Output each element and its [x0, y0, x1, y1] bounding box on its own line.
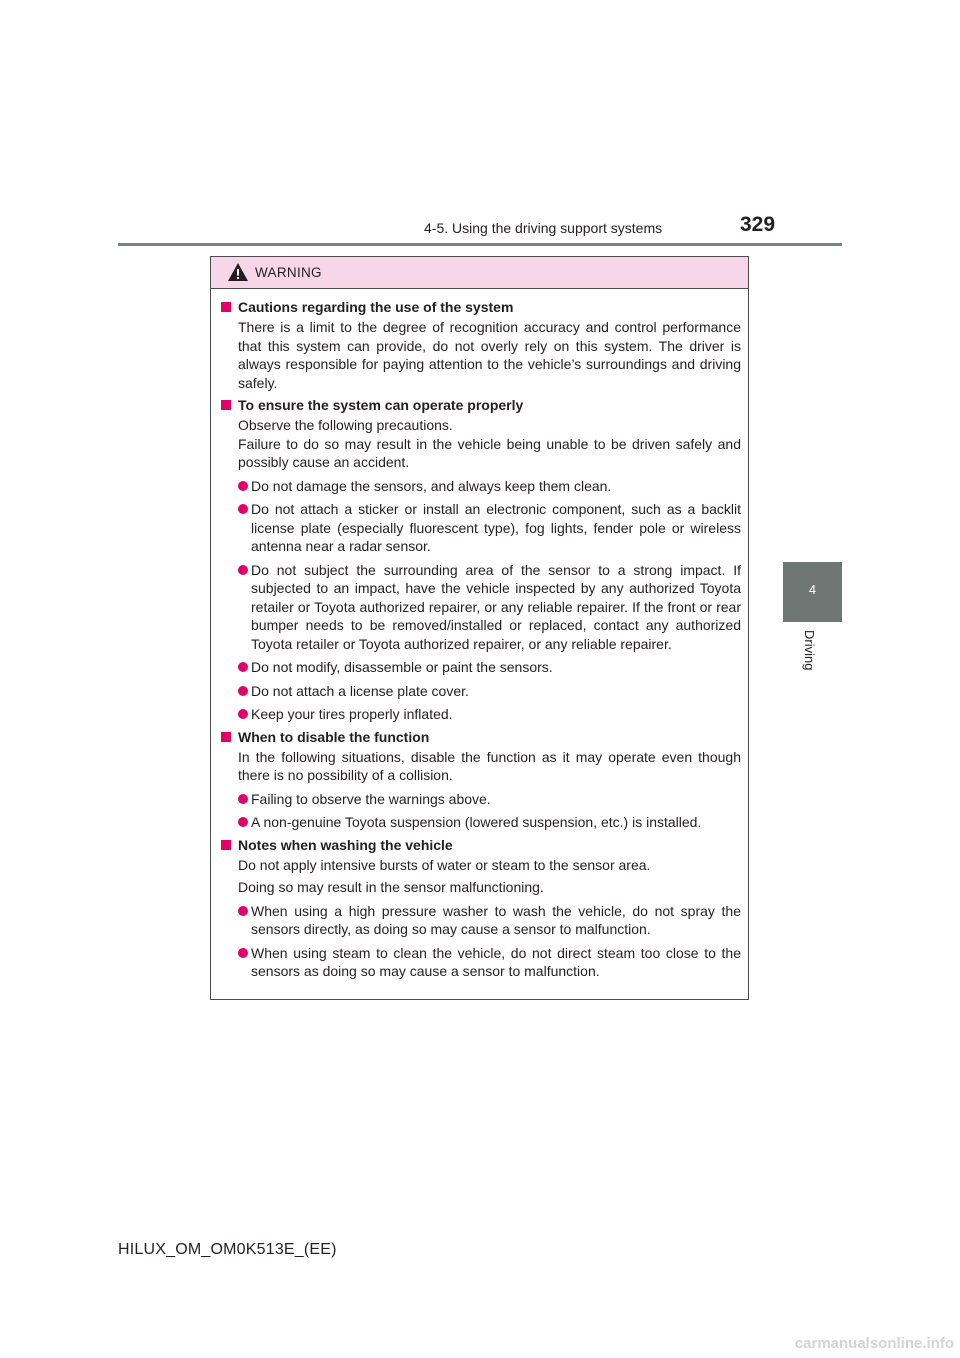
- washing-text-1: Do not apply intensive bursts of water or steam to the sensor area.: [238, 856, 651, 873]
- warning-triangle-icon: [227, 262, 249, 282]
- operate-text-1: Observe the following precautions.: [238, 417, 453, 433]
- list-item: Keep your tires properly inflated.: [238, 705, 741, 724]
- operate-text-2: Failure to do so may result in the vehicle being unable to be driven safely and possibly cause an accident.: [238, 435, 741, 470]
- list-item: Do not damage the sensors, and always keep them clean.: [238, 477, 741, 496]
- warning-header: [211, 257, 748, 289]
- document-code: HILUX_OM_OM0K513E_(EE): [118, 1241, 337, 1258]
- page-number: 329: [740, 213, 776, 236]
- disable-text: In the following situations, disable the function as it may operate even though there is no possibility of a collision.: [238, 748, 741, 783]
- list-item: A non-genuine Toyota suspension (lowered suspension, etc.) is installed.: [238, 813, 741, 832]
- list-item: Do not subject the surrounding area of the sensor to a strong impact. If subjected to an impact, have the vehicle inspected by any authorized Toyota retailer or Toyota authorized repairer, or any reliable repairer. If the front or rear bumper needs to be removed/installed or replaced, contact any authorized Toyota retailer or Toyota authorized repairer, or any reliable repairer.: [238, 561, 741, 654]
- section-heading-operate: To ensure the system can operate properly: [220, 396, 741, 414]
- chapter-tab: [783, 562, 842, 622]
- list-item: Do not modify, disassemble or paint the sensors.: [238, 658, 741, 677]
- watermark: carmanualsonline.info: [794, 1335, 954, 1352]
- list-item: Failing to observe the warnings above.: [238, 790, 741, 809]
- list-item: When using a high pressure washer to wash the vehicle, do not spray the sensors directly, as doing so may cause a sensor to malfunction.: [238, 902, 741, 939]
- cautions-text: There is a limit to the degree of recognition accuracy and control performance that this system can provide, do not overly rely on this system. The driver is always responsible for paying attention to the vehicle’s surroundings and driving safely.: [238, 319, 741, 391]
- chapter-number: 4: [808, 582, 817, 597]
- warning-title: WARNING: [255, 265, 322, 280]
- washing-text-2: Doing so may result in the sensor malfunctioning.: [238, 879, 544, 895]
- warning-box: [210, 256, 749, 1000]
- section-heading-cautions: Cautions regarding the use of the system: [220, 298, 741, 316]
- section-heading-washing: Notes when washing the vehicle: [220, 836, 741, 854]
- header-rule: [118, 243, 842, 246]
- list-item: Do not attach a license plate cover.: [238, 682, 741, 701]
- header-section-title: 4-5. Using the driving support systems: [424, 220, 663, 236]
- list-item: Do not attach a sticker or install an electronic component, such as a backlit license plate (especially fluorescent type), fog lights, fender pole or wireless antenna near a radar sensor.: [238, 500, 741, 556]
- list-item: When using steam to clean the vehicle, do not direct steam too close to the sensors as doing so may cause a sensor to malfunction.: [238, 944, 741, 981]
- warning-body: [220, 298, 741, 985]
- section-heading-disable: When to disable the function: [220, 728, 741, 746]
- chapter-label: Driving: [802, 630, 817, 671]
